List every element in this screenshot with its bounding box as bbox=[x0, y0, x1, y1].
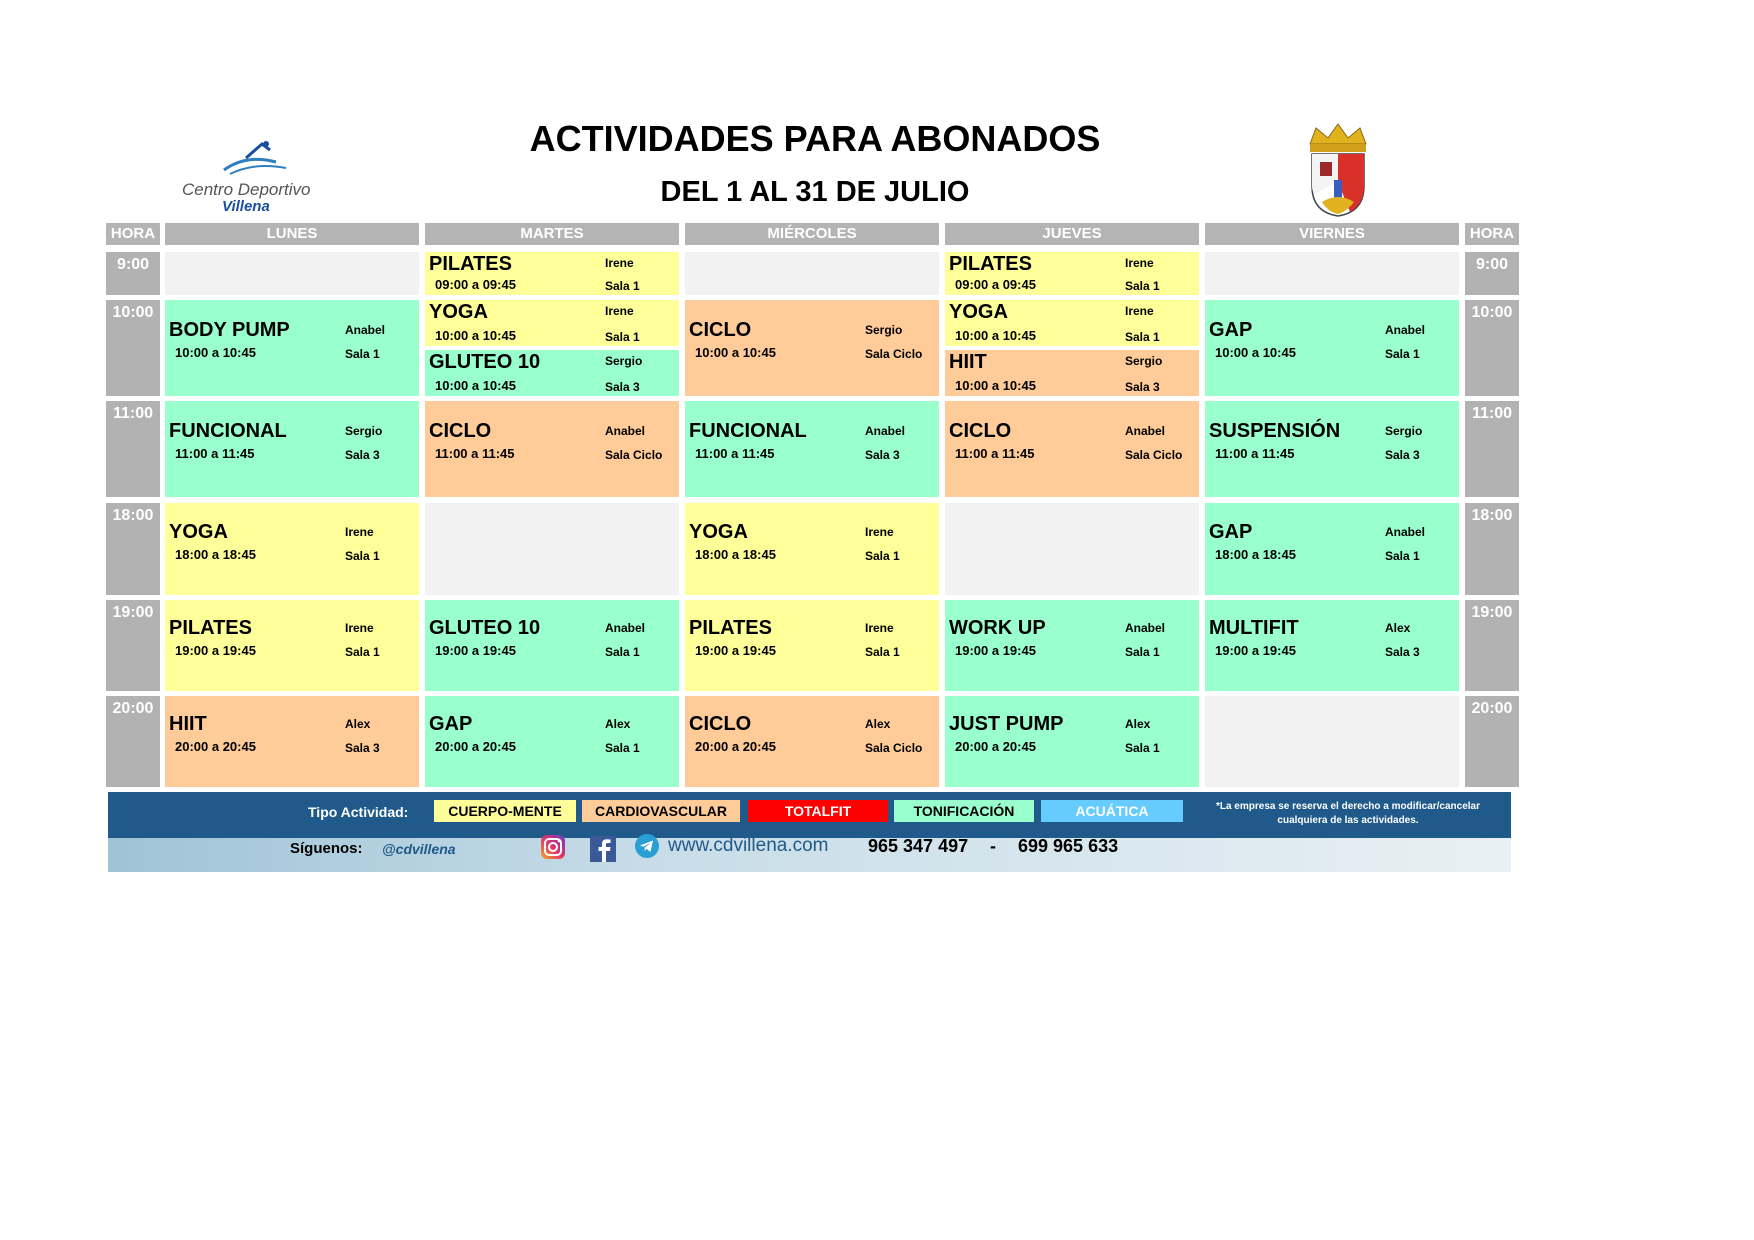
activity-time: 10:00 a 10:45 bbox=[175, 344, 256, 360]
legend-label: Tipo Actividad: bbox=[308, 804, 409, 820]
empty-slot bbox=[1205, 696, 1459, 787]
activity-room: Sala Ciclo bbox=[605, 447, 663, 462]
activity-instructor: Sergio bbox=[865, 322, 903, 337]
follow-label: Síguenos: bbox=[290, 840, 363, 857]
telegram-icon[interactable] bbox=[634, 833, 660, 859]
activity-slot[interactable] bbox=[685, 503, 939, 595]
activity-slot[interactable] bbox=[1205, 503, 1459, 595]
activity-time: 10:00 a 10:45 bbox=[695, 344, 776, 360]
activity-room: Sala Ciclo bbox=[865, 346, 923, 361]
activity-name: MULTIFIT bbox=[1209, 617, 1299, 640]
activity-instructor: Irene bbox=[865, 621, 894, 636]
activity-time: 11:00 a 11:45 bbox=[1215, 445, 1295, 461]
activity-room: Sala 3 bbox=[1125, 380, 1160, 394]
hour-label-left: 11:00 bbox=[106, 401, 160, 497]
empty-slot bbox=[685, 252, 939, 295]
activity-room: Sala Ciclo bbox=[865, 741, 923, 756]
activity-slot[interactable] bbox=[425, 696, 679, 787]
legend-cardiovascular: CARDIOVASCULAR bbox=[582, 800, 740, 822]
activity-slot[interactable] bbox=[945, 600, 1199, 691]
header-hora-right: HORA bbox=[1465, 223, 1519, 245]
activity-name: PILATES bbox=[689, 617, 772, 640]
activity-room: Sala 3 bbox=[1385, 447, 1420, 462]
activity-instructor: Anabel bbox=[865, 423, 906, 438]
activity-time: 11:00 a 11:45 bbox=[695, 445, 775, 461]
activity-slot[interactable] bbox=[425, 350, 679, 396]
activity-time: 09:00 a 09:45 bbox=[435, 277, 516, 292]
activity-instructor: Irene bbox=[345, 524, 374, 539]
activity-slot[interactable] bbox=[425, 600, 679, 691]
hour-label-left: 10:00 bbox=[106, 300, 160, 396]
activity-name: JUST PUMP bbox=[949, 713, 1064, 736]
activity-instructor: Alex bbox=[345, 717, 371, 732]
header-hora-left: HORA bbox=[106, 223, 160, 245]
activity-time: 20:00 a 20:45 bbox=[695, 739, 776, 755]
activity-room: Sala 1 bbox=[345, 548, 380, 563]
activity-room: Sala 3 bbox=[345, 447, 380, 462]
activity-room: Sala 1 bbox=[1125, 645, 1160, 660]
activity-time: 19:00 a 19:45 bbox=[1215, 643, 1296, 659]
activity-room: Sala Ciclo bbox=[1125, 447, 1183, 462]
hour-label-left: 19:00 bbox=[106, 600, 160, 691]
activity-name: HIIT bbox=[949, 351, 987, 373]
activity-instructor: Sergio bbox=[345, 423, 383, 438]
activity-slot[interactable] bbox=[165, 600, 419, 691]
activity-instructor: Anabel bbox=[605, 621, 646, 636]
coat-of-arms-icon bbox=[1300, 122, 1376, 218]
hour-label-right: 9:00 bbox=[1465, 252, 1519, 295]
center-logo bbox=[178, 140, 338, 215]
activity-slot[interactable] bbox=[685, 696, 939, 787]
legend-totalfit: TOTALFIT bbox=[748, 800, 888, 822]
activity-instructor: Sergio bbox=[605, 354, 643, 368]
page-subtitle: DEL 1 AL 31 DE JULIO bbox=[660, 176, 970, 208]
hour-label-right: 10:00 bbox=[1465, 300, 1519, 396]
activity-name: GAP bbox=[1209, 318, 1253, 341]
activity-slot[interactable] bbox=[945, 252, 1199, 295]
activity-room: Sala 1 bbox=[1125, 279, 1160, 293]
activity-instructor: Anabel bbox=[605, 423, 646, 438]
activity-name: WORK UP bbox=[949, 617, 1046, 640]
social-handle[interactable]: @cdvillena bbox=[382, 841, 456, 857]
activity-name: YOGA bbox=[949, 301, 1008, 323]
activity-name: CICLO bbox=[689, 713, 752, 736]
activity-time: 11:00 a 11:45 bbox=[435, 445, 515, 461]
activity-time: 18:00 a 18:45 bbox=[1215, 546, 1296, 562]
activity-name: SUSPENSIÓN bbox=[1209, 419, 1341, 442]
activity-name: FUNCIONAL bbox=[689, 419, 807, 442]
legend-tonificacion: TONIFICACIÓN bbox=[894, 800, 1034, 822]
activity-slot[interactable] bbox=[425, 252, 679, 295]
activity-name: CICLO bbox=[689, 318, 752, 341]
website-link[interactable]: www.cdvillena.com bbox=[668, 835, 829, 856]
activity-room: Sala 1 bbox=[605, 645, 640, 660]
activity-name: GAP bbox=[429, 713, 473, 736]
facebook-icon[interactable] bbox=[590, 834, 616, 862]
activity-time: 10:00 a 10:45 bbox=[435, 328, 516, 343]
activity-instructor: Alex bbox=[865, 717, 891, 732]
activity-time: 20:00 a 20:45 bbox=[955, 739, 1036, 755]
activity-instructor: Irene bbox=[1125, 256, 1154, 270]
activity-name: PILATES bbox=[949, 253, 1032, 275]
hour-label-right: 19:00 bbox=[1465, 600, 1519, 691]
header-lunes: LUNES bbox=[165, 223, 419, 245]
activity-time: 19:00 a 19:45 bbox=[435, 643, 516, 659]
hour-label-right: 11:00 bbox=[1465, 401, 1519, 497]
activity-room: Sala 1 bbox=[865, 645, 900, 660]
activity-instructor: Anabel bbox=[1125, 423, 1166, 438]
activity-name: GLUTEO 10 bbox=[429, 617, 541, 640]
activity-name: BODY PUMP bbox=[169, 318, 290, 341]
header-martes: MARTES bbox=[425, 223, 679, 245]
logo-text-line2: Villena bbox=[222, 198, 270, 215]
activity-time: 18:00 a 18:45 bbox=[175, 546, 256, 562]
activity-instructor: Anabel bbox=[1385, 322, 1426, 337]
activity-instructor: Alex bbox=[1125, 717, 1151, 732]
activity-instructor: Sergio bbox=[1125, 354, 1163, 368]
hour-label-right: 18:00 bbox=[1465, 503, 1519, 595]
activity-room: Sala 1 bbox=[865, 548, 900, 563]
activity-instructor: Irene bbox=[345, 621, 374, 636]
logo-text-line1: Centro Deportivo bbox=[182, 180, 311, 199]
hour-label-right: 20:00 bbox=[1465, 696, 1519, 787]
activity-room: Sala 3 bbox=[345, 741, 380, 756]
activity-slot[interactable] bbox=[945, 350, 1199, 396]
activity-time: 19:00 a 19:45 bbox=[175, 643, 256, 659]
page-title: ACTIVIDADES PARA ABONADOS bbox=[529, 118, 1101, 159]
header-viernes: VIERNES bbox=[1205, 223, 1459, 245]
activity-room: Sala 3 bbox=[605, 380, 640, 394]
swimmer-logo-icon bbox=[216, 140, 292, 176]
activity-name: YOGA bbox=[689, 520, 748, 543]
phone-number-2[interactable]: 699 965 633 bbox=[1018, 836, 1119, 856]
activity-instructor: Sergio bbox=[1385, 423, 1423, 438]
empty-slot bbox=[425, 503, 679, 595]
empty-slot bbox=[1205, 252, 1459, 295]
activity-slot[interactable] bbox=[685, 600, 939, 691]
activity-instructor: Anabel bbox=[345, 322, 386, 337]
activity-instructor: Irene bbox=[1125, 304, 1154, 318]
activity-room: Sala 1 bbox=[605, 741, 640, 756]
activity-slot[interactable] bbox=[1205, 600, 1459, 691]
activity-name: GAP bbox=[1209, 520, 1253, 543]
phone-number-1[interactable]: 965 347 497 bbox=[868, 836, 969, 856]
activity-name: GLUTEO 10 bbox=[429, 351, 541, 373]
empty-slot bbox=[165, 252, 419, 295]
activity-slot[interactable] bbox=[165, 401, 419, 497]
activity-instructor: Alex bbox=[605, 717, 631, 732]
activity-slot[interactable] bbox=[1205, 401, 1459, 497]
activity-slot[interactable] bbox=[1205, 300, 1459, 396]
disclaimer-text: *La empresa se reserva el derecho a modificar/cancelar cualquiera de las actividades. bbox=[1215, 801, 1481, 826]
activity-name: CICLO bbox=[949, 419, 1012, 442]
activity-name: YOGA bbox=[169, 520, 228, 543]
activity-instructor: Anabel bbox=[1125, 621, 1166, 636]
instagram-icon[interactable] bbox=[540, 834, 566, 860]
activity-time: 10:00 a 10:45 bbox=[1215, 344, 1296, 360]
activity-time: 18:00 a 18:45 bbox=[695, 546, 776, 562]
empty-slot bbox=[945, 503, 1199, 595]
activity-time: 20:00 a 20:45 bbox=[175, 739, 256, 755]
activity-slot[interactable] bbox=[165, 300, 419, 396]
activity-time: 09:00 a 09:45 bbox=[955, 277, 1036, 292]
activity-slot[interactable] bbox=[945, 300, 1199, 346]
activity-slot[interactable] bbox=[685, 401, 939, 497]
activity-name: PILATES bbox=[429, 253, 512, 275]
activity-time: 11:00 a 11:45 bbox=[175, 445, 255, 461]
legend-acuatica: ACUÁTICA bbox=[1041, 800, 1183, 822]
activity-slot[interactable] bbox=[165, 503, 419, 595]
activity-name: CICLO bbox=[429, 419, 492, 442]
activity-room: Sala 1 bbox=[605, 330, 640, 344]
activity-time: 10:00 a 10:45 bbox=[955, 328, 1036, 343]
activity-time: 10:00 a 10:45 bbox=[435, 378, 516, 393]
activity-room: Sala 1 bbox=[345, 346, 380, 361]
activity-room: Sala 1 bbox=[1125, 741, 1160, 756]
activity-instructor: Irene bbox=[865, 524, 894, 539]
activity-instructor: Irene bbox=[605, 304, 634, 318]
activity-time: 10:00 a 10:45 bbox=[955, 378, 1036, 393]
activity-name: YOGA bbox=[429, 301, 488, 323]
activity-slot[interactable] bbox=[685, 300, 939, 396]
activity-slot[interactable] bbox=[165, 696, 419, 787]
header-jueves: JUEVES bbox=[945, 223, 1199, 245]
activity-room: Sala 3 bbox=[1385, 645, 1420, 660]
activity-slot[interactable] bbox=[945, 401, 1199, 497]
activity-room: Sala 1 bbox=[345, 645, 380, 660]
activity-name: FUNCIONAL bbox=[169, 419, 287, 442]
activity-slot[interactable] bbox=[425, 300, 679, 346]
activity-instructor: Alex bbox=[1385, 621, 1411, 636]
legend-cuerpo-mente: CUERPO-MENTE bbox=[434, 800, 576, 822]
activity-name: PILATES bbox=[169, 617, 252, 640]
activity-room: Sala 3 bbox=[865, 447, 900, 462]
activity-time: 19:00 a 19:45 bbox=[955, 643, 1036, 659]
activity-room: Sala 1 bbox=[1125, 330, 1160, 344]
activity-room: Sala 1 bbox=[1385, 346, 1420, 361]
activity-room: Sala 1 bbox=[605, 279, 640, 293]
activity-room: Sala 1 bbox=[1385, 548, 1420, 563]
activity-slot[interactable] bbox=[945, 696, 1199, 787]
hour-label-left: 9:00 bbox=[106, 252, 160, 295]
header-miercoles: MIÉRCOLES bbox=[685, 223, 939, 245]
activity-name: HIIT bbox=[169, 713, 207, 736]
activity-instructor: Anabel bbox=[1385, 524, 1426, 539]
activity-time: 20:00 a 20:45 bbox=[435, 739, 516, 755]
activity-time: 19:00 a 19:45 bbox=[695, 643, 776, 659]
activity-time: 11:00 a 11:45 bbox=[955, 445, 1035, 461]
activity-instructor: Irene bbox=[605, 256, 634, 270]
hour-label-left: 20:00 bbox=[106, 696, 160, 787]
hour-label-left: 18:00 bbox=[106, 503, 160, 595]
activity-slot[interactable] bbox=[425, 401, 679, 497]
phone-separator: - bbox=[990, 836, 996, 856]
